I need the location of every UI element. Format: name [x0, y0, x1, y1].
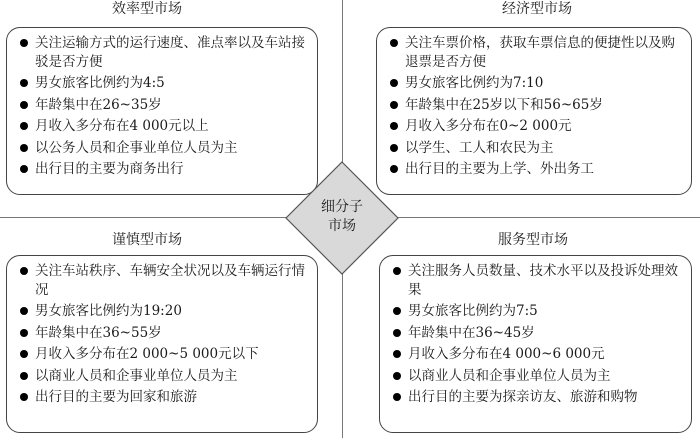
- quadrant-card-economy: [376, 27, 692, 195]
- center-label-line2: 市场: [328, 218, 356, 234]
- bullet-icon: [20, 372, 28, 380]
- list-item: 月收入多分布在4 000~6 000元: [392, 345, 685, 364]
- bullet-icon: [393, 329, 401, 337]
- list-item: 男女旅客比例约为7:10: [389, 74, 685, 93]
- bullet-icon: [20, 393, 28, 401]
- bullet-icon: [20, 165, 28, 173]
- bullet-icon: [390, 144, 398, 152]
- list-item: 出行目的主要为探亲访友、旅游和购物: [392, 388, 685, 407]
- bullet-icon: [20, 39, 28, 47]
- quadrant-title-service: 服务型市场: [498, 232, 568, 248]
- bullet-icon: [20, 101, 28, 109]
- list-item: 以商业人员和企事业单位人员为主: [392, 367, 685, 386]
- list-item: 年龄集中在25岁以下和56~65岁: [389, 96, 685, 115]
- list-item: 以商业人员和企事业单位人员为主: [19, 367, 311, 386]
- list-item: 以学生、工人和农民为主: [389, 139, 685, 158]
- bullet-icon: [390, 39, 398, 47]
- bullet-icon: [20, 267, 28, 275]
- list-item: 出行目的主要为回家和旅游: [19, 388, 311, 407]
- quadrant-title-economy: 经济型市场: [502, 1, 572, 17]
- quadrant-title-efficiency: 效率型市场: [112, 1, 182, 17]
- bullet-icon: [393, 393, 401, 401]
- bullet-icon: [393, 307, 401, 315]
- bullet-icon: [20, 144, 28, 152]
- list-item: 年龄集中在36~55岁: [19, 324, 311, 343]
- bullet-icon: [20, 307, 28, 315]
- bullet-icon: [390, 101, 398, 109]
- list-item: 年龄集中在36~45岁: [392, 324, 685, 343]
- list-item: 男女旅客比例约为19:20: [19, 302, 311, 321]
- list-item: 关注运输方式的运行速度、准点率以及车站接驳是否方便: [19, 34, 311, 71]
- list-item: 出行目的主要为商务出行: [19, 160, 311, 179]
- list-item: 月收入多分布在2 000~5 000元以下: [19, 345, 311, 364]
- bullet-icon: [393, 372, 401, 380]
- bullet-icon: [390, 122, 398, 130]
- center-diamond: [284, 160, 400, 276]
- list-item: 出行目的主要为上学、外出务工: [389, 160, 685, 179]
- bullet-icon: [20, 329, 28, 337]
- list-item: 关注车票价格，获取车票信息的便捷性以及购退票是否方便: [389, 34, 685, 71]
- bullet-icon: [390, 79, 398, 87]
- list-item: 男女旅客比例约为4:5: [19, 74, 311, 93]
- list-item: 年龄集中在26~35岁: [19, 96, 311, 115]
- quadrant-card-efficiency: [6, 27, 318, 195]
- bullet-icon: [20, 122, 28, 130]
- bullet-icon: [393, 350, 401, 358]
- center-label: [284, 198, 400, 236]
- list-item: 月收入多分布在4 000元以上: [19, 117, 311, 136]
- list-item: 男女旅客比例约为7:5: [392, 302, 685, 321]
- bullet-icon: [20, 350, 28, 358]
- bullet-icon: [20, 79, 28, 87]
- center-label-line1: 细分子: [321, 199, 363, 215]
- list-item: 月收入多分布在0~2 000元: [389, 117, 685, 136]
- list-item: 关注服务人员数量、技术水平以及投诉处理效果: [392, 262, 685, 299]
- quadrant-card-service: [379, 255, 692, 433]
- list-item: 关注车站秩序、车辆安全状况以及车辆运行情况: [19, 262, 311, 299]
- quadrant-card-cautious: [6, 255, 318, 433]
- quadrant-title-cautious: 谨慎型市场: [112, 232, 182, 248]
- list-item: 以公务人员和企事业单位人员为主: [19, 139, 311, 158]
